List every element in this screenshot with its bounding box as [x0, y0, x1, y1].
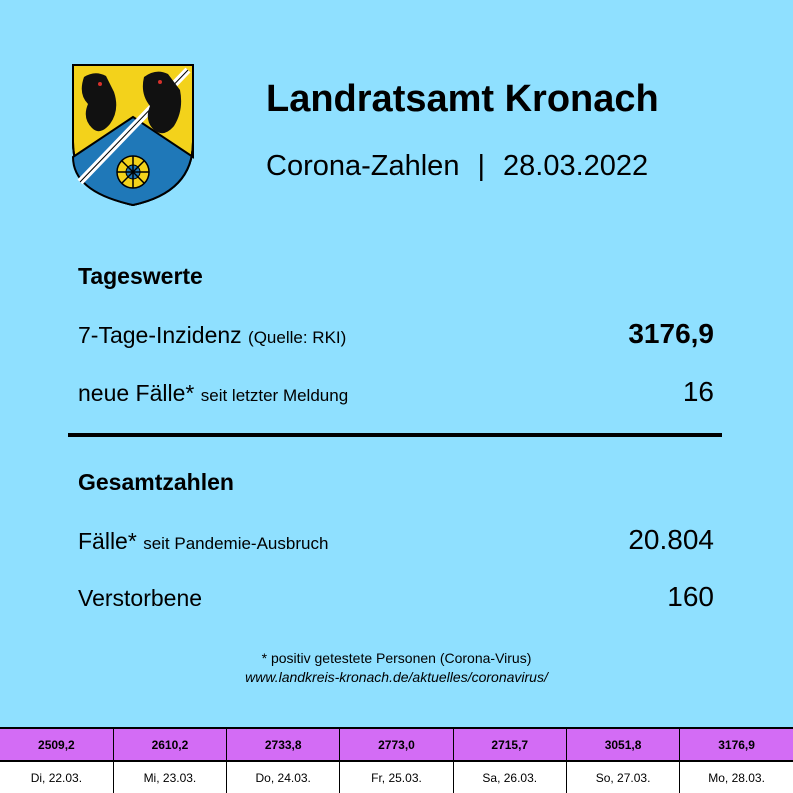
- coat-of-arms-icon: [70, 62, 196, 208]
- new-cases-note: seit letzter Meldung: [200, 386, 349, 405]
- total-cases-row: [78, 524, 714, 556]
- history-day: So, 27.03.: [566, 761, 679, 793]
- section-heading-gesamtzahlen: Gesamtzahlen: [78, 469, 234, 495]
- history-day: Fr, 25.03.: [340, 761, 453, 793]
- history-value: 3176,9: [680, 728, 793, 761]
- incidence-note: (Quelle: RKI): [248, 328, 347, 347]
- subtitle-label: Corona-Zahlen: [266, 150, 460, 182]
- history-value: 2715,7: [453, 728, 566, 761]
- incidence-label-group: [78, 322, 346, 349]
- incidence-label: 7-Tage-Inzidenz: [78, 322, 242, 348]
- total-cases-note: seit Pandemie-Ausbruch: [143, 534, 329, 553]
- footnote: * positiv getestete Personen (Corona-Virus): [261, 650, 532, 666]
- section-divider: [68, 433, 722, 437]
- website-link[interactable]: www.landkreis-kronach.de/aktuelles/coronavirus/: [245, 669, 548, 685]
- incidence-history-strip: [0, 727, 793, 793]
- history-day: Mo, 28.03.: [680, 761, 793, 793]
- total-cases-label-group: [78, 528, 328, 555]
- history-value: 2610,2: [113, 728, 226, 761]
- new-cases-label: neue Fälle*: [78, 380, 195, 406]
- subtitle-separator: |: [477, 150, 485, 182]
- section-heading-tageswerte: Tageswerte: [78, 263, 203, 289]
- page-title: Landratsamt Kronach: [266, 78, 659, 120]
- new-cases-label-group: [78, 380, 348, 407]
- deaths-label: Verstorbene: [78, 585, 203, 611]
- history-value: 2733,8: [227, 728, 340, 761]
- history-values-row: [0, 728, 793, 761]
- total-cases-value: 20.804: [628, 524, 714, 555]
- incidence-value: 3176,9: [628, 318, 714, 349]
- new-cases-row: [78, 376, 714, 408]
- history-days-row: [0, 761, 793, 793]
- deaths-row: [78, 581, 714, 613]
- incidence-row: [78, 318, 714, 350]
- total-cases-label: Fälle*: [78, 528, 137, 554]
- history-day: Di, 22.03.: [0, 761, 113, 793]
- report-date: 28.03.2022: [503, 150, 649, 182]
- history-day: Do, 24.03.: [227, 761, 340, 793]
- history-day: Sa, 26.03.: [453, 761, 566, 793]
- incidence-history-table: [0, 727, 793, 793]
- new-cases-value: 16: [682, 376, 714, 407]
- page-subtitle: [266, 150, 648, 183]
- deaths-value: 160: [667, 581, 714, 612]
- history-day: Mi, 23.03.: [113, 761, 226, 793]
- history-value: 2773,0: [340, 728, 453, 761]
- history-value: 2509,2: [0, 728, 113, 761]
- history-value: 3051,8: [566, 728, 679, 761]
